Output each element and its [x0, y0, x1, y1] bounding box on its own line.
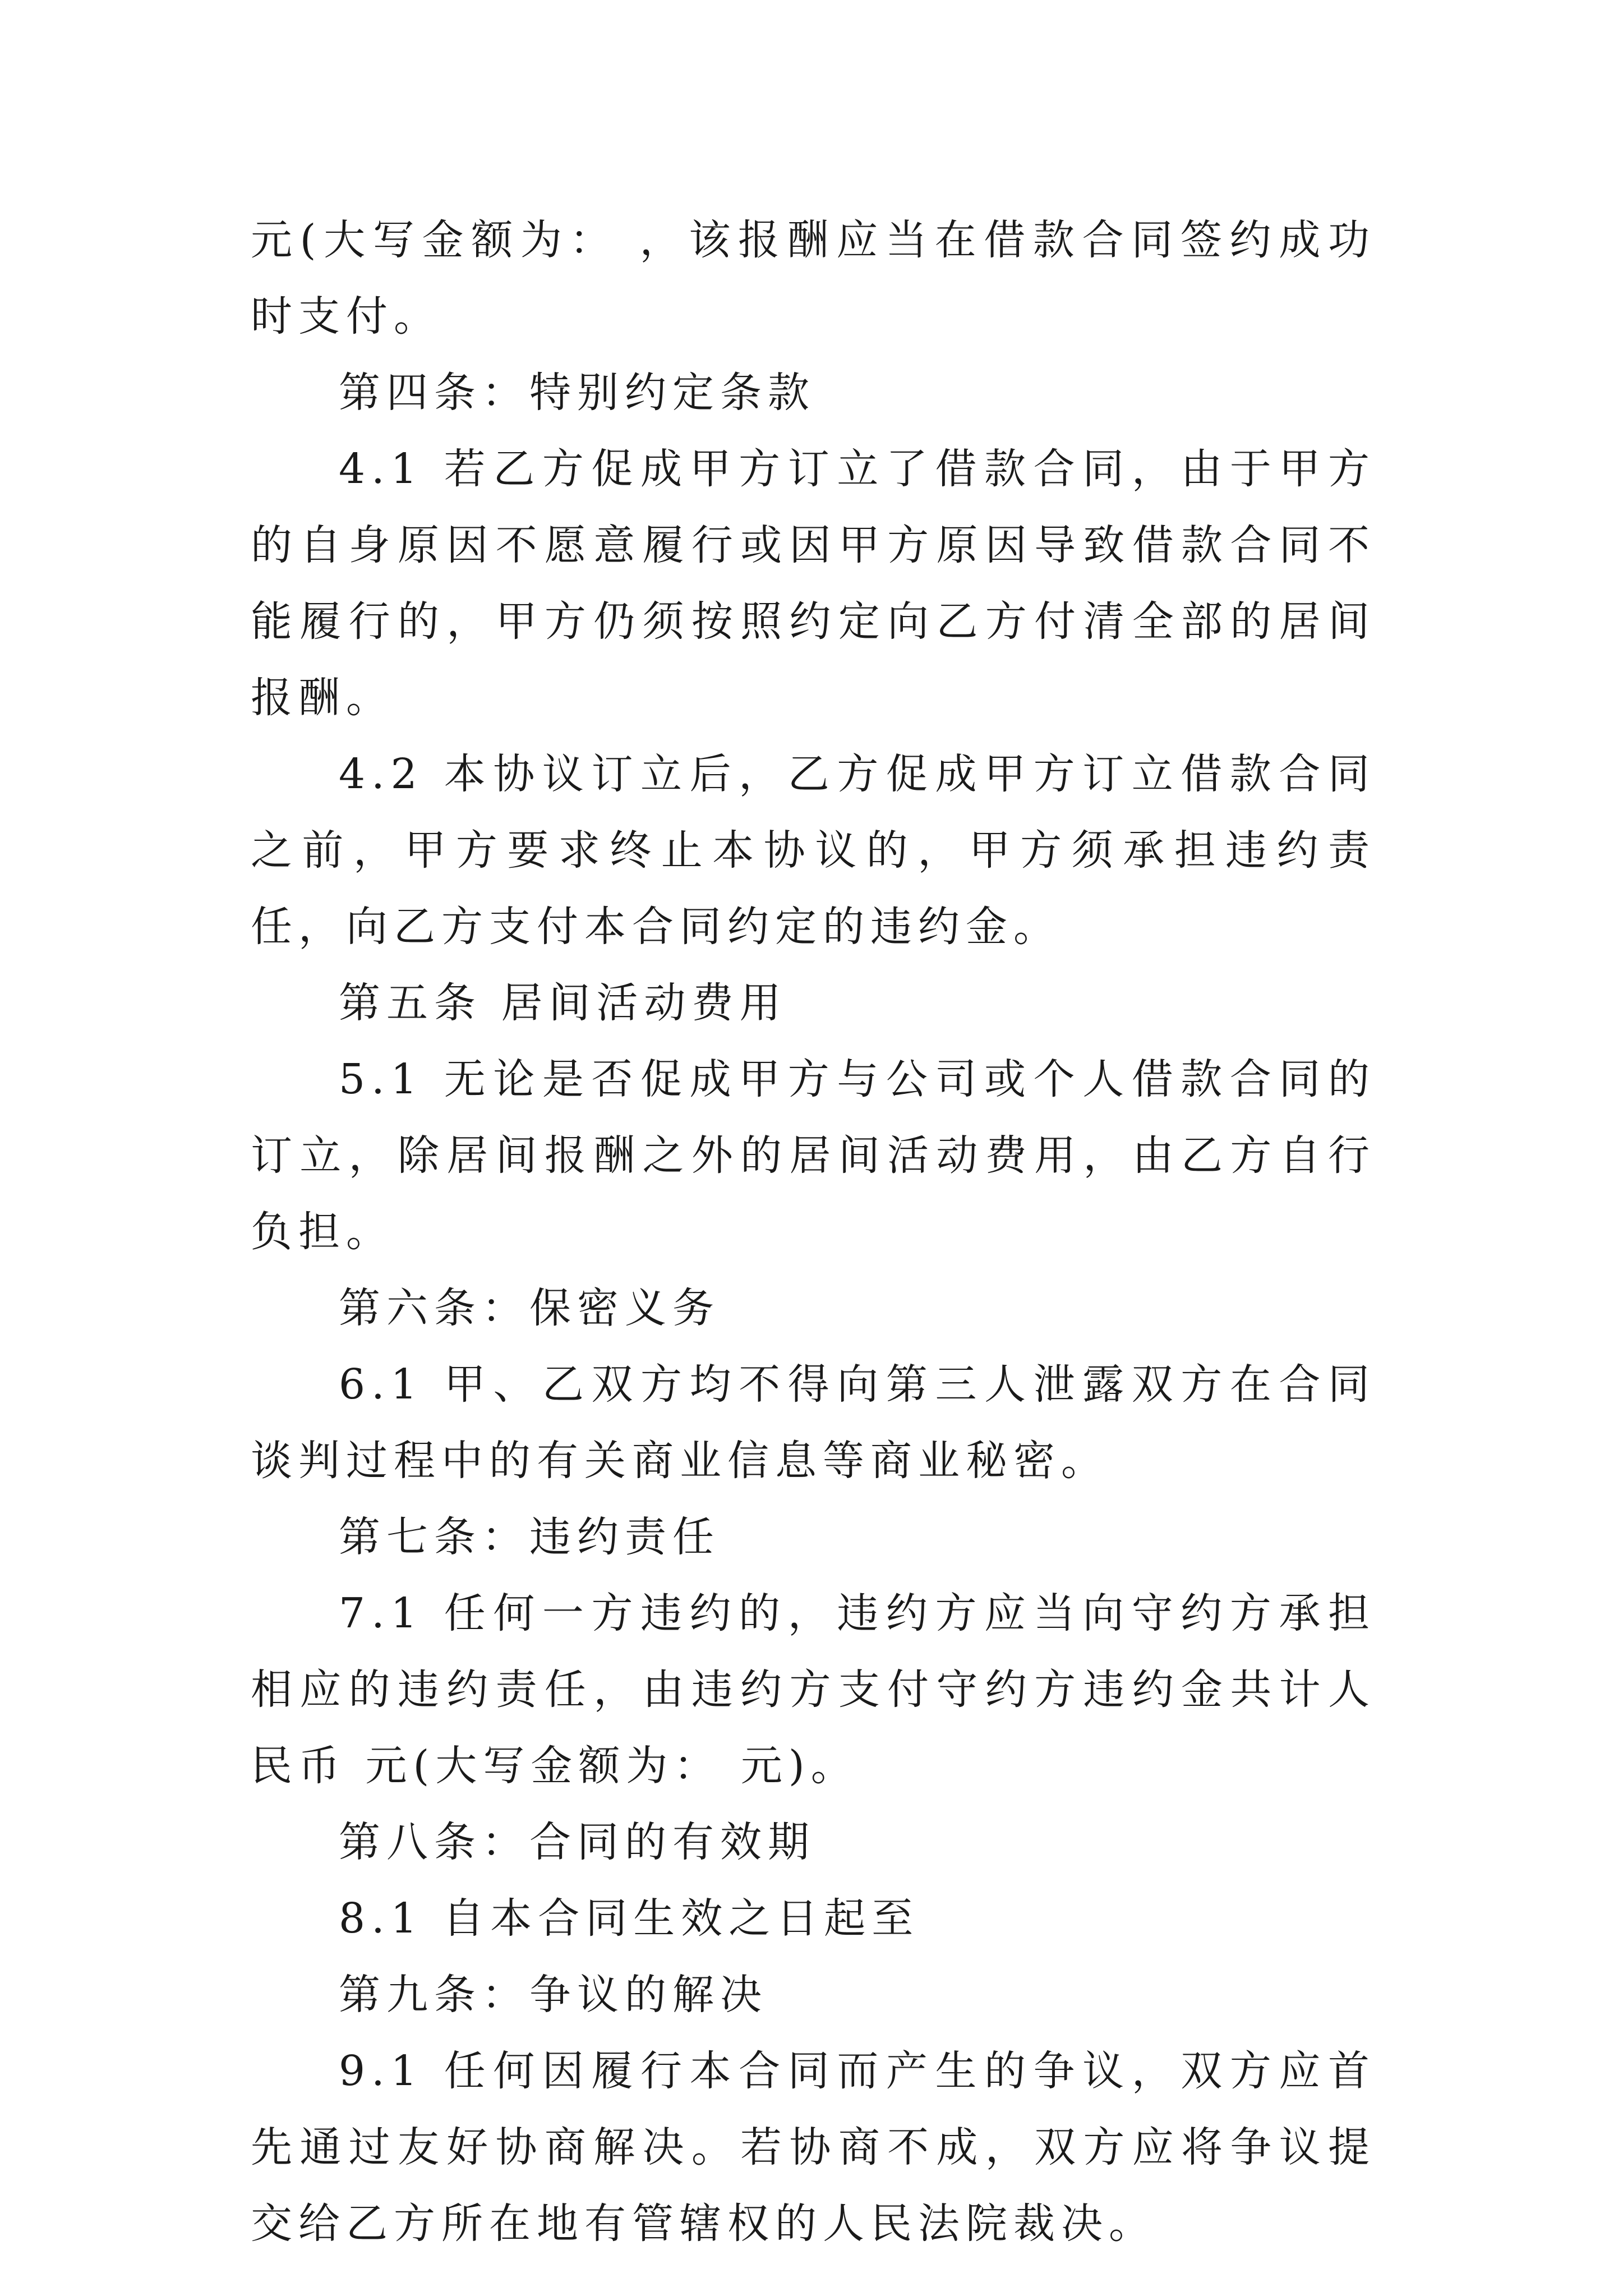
clause-8-1: 8.1 自本合同生效之日起至	[339, 1894, 920, 1943]
clause-9-1: 9.1 任何因履行本合同而产生的争议，双方应首先通过友好协商解决。若协商不成，双方应将争议提交给乙方所在地有管辖权的人民法院裁决。	[251, 2047, 1376, 2248]
heading-article-7: 第七条：违约责任	[339, 1513, 720, 1561]
clause-4-2: 4.2 本协议订立后，乙方促成甲方订立借款合同之前，甲方要求终止本协议的，甲方须承担违约责任，向乙方支付本合同约定的违约金。	[251, 750, 1376, 951]
clause-5-1: 5.1 无论是否促成甲方与公司或个人借款合同的订立，除居间报酬之外的居间活动费用，由乙方自行负担。	[251, 1055, 1376, 1256]
clause-4-1: 4.1 若乙方促成甲方订立了借款合同，由于甲方的自身原因不愿意履行或因甲方原因导致借款合同不能履行的，甲方仍须按照约定向乙方付清全部的居间报酬。	[251, 445, 1376, 722]
heading-article-4: 第四条：特别约定条款	[339, 369, 815, 417]
paragraph-fee-amount: 元(大写金额为： ，该报酬应当在借款合同签约成功时支付。	[251, 216, 1376, 341]
heading-article-6: 第六条：保密义务	[339, 1284, 720, 1332]
heading-article-9: 第九条：争议的解决	[339, 1971, 768, 2019]
clause-6-1: 6.1 甲、乙双方均不得向第三人泄露双方在合同谈判过程中的有关商业信息等商业秘密。	[251, 1360, 1376, 1485]
heading-article-5: 第五条 居间活动费用	[339, 979, 787, 1027]
heading-article-8: 第八条：合同的有效期	[339, 1818, 815, 1866]
clause-7-1: 7.1 任何一方违约的，违约方应当向守约方承担相应的违约责任，由违约方支付守约方违约金共计人民币 元(大写金额为： 元)。	[251, 1589, 1376, 1790]
document-body	[251, 202, 1376, 2262]
